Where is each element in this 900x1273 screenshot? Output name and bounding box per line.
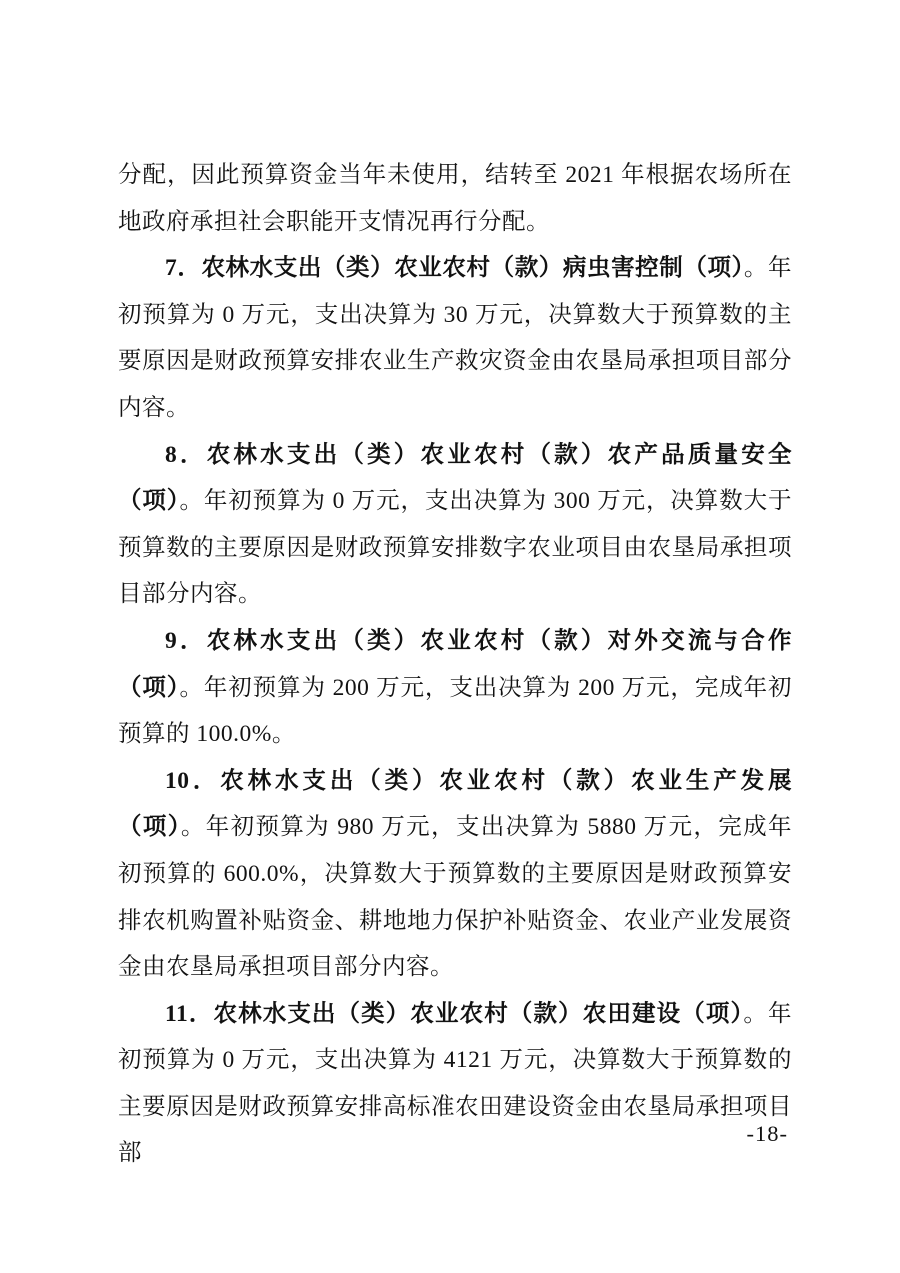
paragraph-10-body: 。年初预算为 980 万元，支出决算为 5880 万元，完成年初预算的 600.0%，决算数大于预算数的主要原因是财政预算安排农机购置补贴资金、耕地地力保护补贴资金、农业产业发展资金由农垦局承担项目部分内容。 xyxy=(118,814,793,981)
paragraph-11-body: 。年初预算为 0 万元，支出决算为 4121 万元，决算数大于预算数的主要原因是财政预算安排高标准农田建设资金由农垦局承担项目部 xyxy=(118,1000,793,1167)
paragraph-item-7 xyxy=(118,245,792,431)
paragraph-10-heading: 10．农林水支出（类）农业农村（款）农业生产发展（项） xyxy=(118,767,792,841)
paragraph-item-10 xyxy=(118,758,792,991)
paragraph-7-heading: 7．农林水支出（类）农业农村（款）病虫害控制（项） xyxy=(165,255,744,282)
paragraph-8-heading: 8．农林水支出（类）农业农村（款）农产品质量安全（项） xyxy=(118,441,792,515)
page-number: -18- xyxy=(746,1121,788,1146)
paragraph-item-9 xyxy=(118,618,792,758)
paragraph-continuation-text: 分配，因此预算资金当年未使用，结转至 2021 年根据农场所在地政府承担社会职能开支情况再行分配。 xyxy=(118,162,792,235)
paragraph-11-heading: 11．农林水支出（类）农业农村（款）农田建设（项） xyxy=(165,1000,744,1027)
paragraph-item-8 xyxy=(118,432,792,618)
paragraph-item-11 xyxy=(118,991,792,1177)
paragraph-8-body: 。年初预算为 0 万元，支出决算为 300 万元，决算数大于预算数的主要原因是财政预算安排数字农业项目由农垦局承担项目部分内容。 xyxy=(118,488,793,608)
paragraph-9-heading: 9．农林水支出（类）农业农村（款）对外交流与合作（项） xyxy=(118,627,792,701)
paragraph-9-body: 。年初预算为 200 万元，支出决算为 200 万元，完成年初预算的 100.0%。 xyxy=(118,674,793,748)
body-text xyxy=(118,152,792,1177)
paragraph-7-body: 。年初预算为 0 万元，支出决算为 30 万元，决算数大于预算数的主要原因是财政预算安排农业生产救灾资金由农垦局承担项目部分内容。 xyxy=(118,255,793,421)
paragraph-continuation xyxy=(118,152,792,245)
